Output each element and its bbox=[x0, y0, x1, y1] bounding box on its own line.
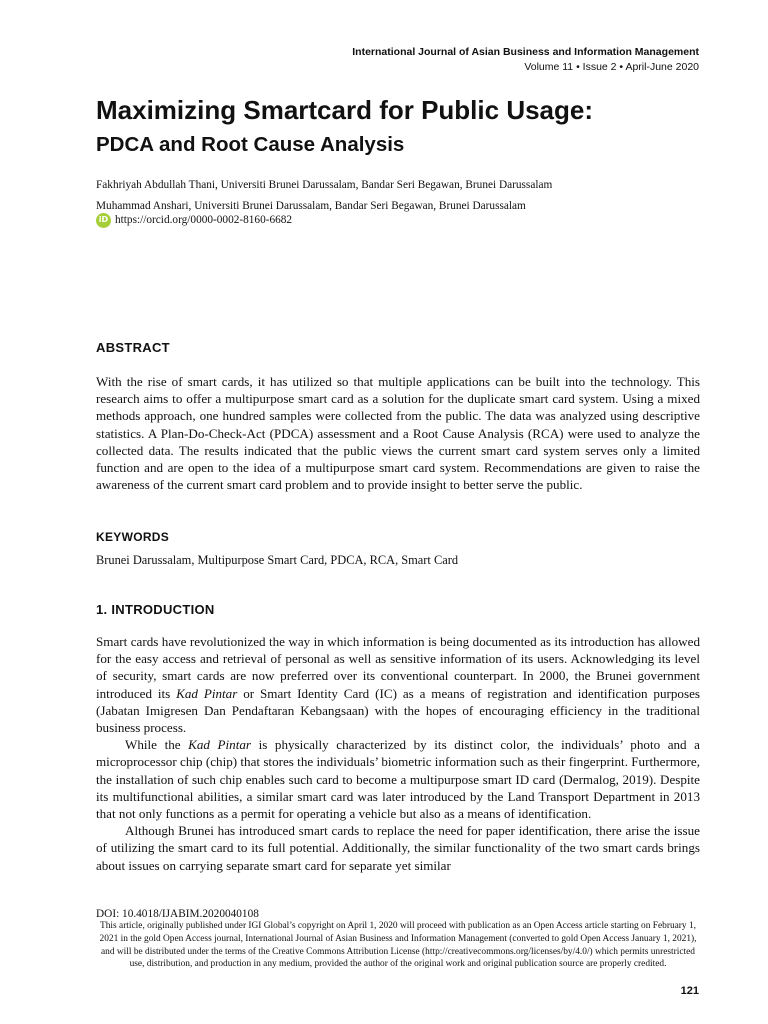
abstract-text: With the rise of smart cards, it has utilized so that multiple applications can be built into the technology. This research aims to offer a multipurpose smart card as a solution for the duplicate smart card system. Using a mixed methods approach, one hundred samples were collected from the public. The data was analyzed using descriptive statistics. A Plan-Do-Check-Act (PDCA) assessment and a Root Cause Analysis (RCA) were used to analyze the collected data. The results indicated that the public views the current smart card system serves only a limited function and are open to the idea of a multipurpose smart card system. Recommendations are given to raise the awareness of the current smart card problem and to provide insight to better serve the public. bbox=[96, 374, 700, 493]
journal-name: International Journal of Asian Business and Information Management bbox=[352, 46, 699, 58]
paper-subtitle: PDCA and Root Cause Analysis bbox=[96, 133, 405, 156]
copyright-footnote: This article, originally published under IGI Global’s copyright on April 1, 2020 will proceed with publication as an Open Access article starting on February 1, 2021 in the gold Open Access journal, International Journal of Asian Business and Information Management (converted to gold Open Access January 1, 2021), and will be distributed under the terms of the Creative Commons Attribution License (http://creativecommons.org/licenses/by/4.0/) which permits unrestricted use, distribution, and production in any medium, provided the author of the original work and original publication source are properly credited. bbox=[99, 921, 697, 970]
introduction-heading: 1. INTRODUCTION bbox=[96, 602, 215, 617]
intro-paragraph-1: Smart cards have revolutionized the way in which information is being documented as its introduction has allowed for the easy access and retrieval of personal as well as sensitive information of its users. Acknowledging its level of security, smart cards are now preferred over its conventional counterpart. In 2000, the Brunei government introduced its Kad Pintar or Smart Identity Card (IC) as a means of registration and identification purposes (Jabatan Imigresen Dan Pendaftaran Kebangsaan) with the hopes of encouraging efficiency in the traditional business process. bbox=[96, 634, 700, 736]
orcid-link[interactable]: https://orcid.org/0000-0002-8160-6682 bbox=[115, 214, 293, 226]
running-header bbox=[352, 45, 699, 75]
author-2: Muhammad Anshari, Universiti Brunei Darussalam, Bandar Seri Begawan, Brunei Darussalam bbox=[96, 200, 526, 212]
keywords-text: Brunei Darussalam, Multipurpose Smart Card, PDCA, RCA, Smart Card bbox=[96, 553, 459, 567]
kad-pintar-term: Kad Pintar bbox=[188, 737, 252, 753]
orcid-row bbox=[96, 211, 292, 229]
intro-paragraph-3: Although Brunei has introduced smart cards to replace the need for paper identification, there arise the issue of utilizing the smart card to its full potential. Additionally, the similar functionality of the two smart cards brings about issues on carrying separate smart card for separate yet similar bbox=[96, 823, 700, 873]
volume-issue: Volume 11 • Issue 2 • April-June 2020 bbox=[524, 61, 699, 73]
paper-title: Maximizing Smartcard for Public Usage: bbox=[96, 95, 594, 125]
keywords-heading: KEYWORDS bbox=[96, 530, 170, 544]
kad-pintar-term: Kad Pintar bbox=[176, 685, 238, 701]
page-number: 121 bbox=[680, 985, 699, 997]
abstract-heading: ABSTRACT bbox=[96, 340, 170, 355]
intro-paragraph-2: While the Kad Pintar is physically characterized by its distinct color, the individuals’ photo and a microprocessor chip (chip) that stores the individuals’ biometric information such as their fingerprint. Furthermore, the installation of such chip enables such card to become a multipurpose smart ID card (Dermalog, 2019). Despite its multifunctional abilities, a similar smart card was later introduced by the Land Transport Department in 2013 that not only functions as a permit for operating a vehicle but also as a means of identification. bbox=[96, 737, 700, 822]
doi: DOI: 10.4018/IJABIM.2020040108 bbox=[96, 908, 259, 920]
author-1: Fakhriyah Abdullah Thani, Universiti Brunei Darussalam, Bandar Seri Begawan, Brunei Darussalam bbox=[96, 179, 553, 191]
introduction-body bbox=[96, 633, 700, 874]
orcid-icon: iD bbox=[96, 213, 111, 228]
